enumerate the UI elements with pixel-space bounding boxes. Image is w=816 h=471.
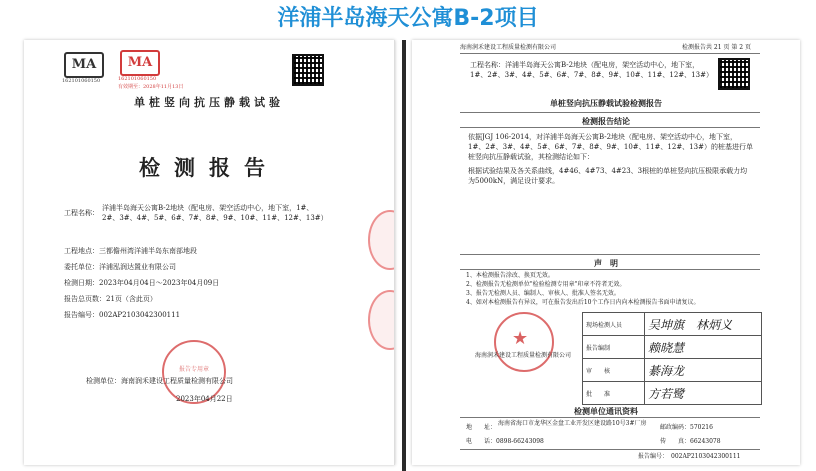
statement-item: 1、本检测报告涂改、换页无效。 [466, 272, 554, 279]
header-page: 检测报告共 21 页 第 2 页 [682, 44, 751, 51]
report-cover-page [24, 40, 395, 465]
signature-row [583, 313, 762, 336]
statement-item: 4、如对本检测报告有异议，可在报告发出后10个工作日内向本检测报告书面申请复议。 [466, 299, 700, 306]
test-date: 检测日期：2023年04月04日～2023年04月09日 [64, 279, 220, 287]
testing-org: 检测单位：海南润禾建设工程质量检测有限公司 [86, 377, 233, 385]
footer-report-number: 报告编号： 002AP2103042300111 [638, 453, 741, 460]
cma-code-black: 162101060150 [62, 78, 101, 84]
cma-code-red: 162101060150 [118, 76, 157, 82]
signature-role: 审 核 [583, 359, 645, 382]
statement-item: 3、报告无检测人员、编制人、审核人、批准人签名无效。 [466, 290, 620, 297]
statement-item: 2、检测报告无检测单位"检验检测专用章"印章不符者无效。 [466, 281, 626, 288]
page-count: 报告总页数：21页（含此页） [64, 295, 157, 303]
conclusion-basis: 依据JGJ 106-2014，对洋浦半岛海天公寓B-2地块（配电房、架空活动中心，地下室，1#、2#、3#、4#、5#、6#、7#、8#、9#、10#、11#、12#、13#）的桩基进行单桩竖向抗压静载试验，其检测结论如下： [468, 133, 753, 161]
page-divider [402, 40, 406, 471]
footer-rule [460, 449, 760, 450]
conclusion-result: 根据试验结果及各关系曲线，4#46、4#73、4#23、3根桩的单桩竖向抗压极限承载力均为5000kN，满足设计要求。 [468, 167, 748, 185]
statement-rule [460, 269, 760, 270]
contact-rule [460, 417, 760, 418]
report-conclusion-page [412, 40, 800, 465]
header-rule [460, 53, 760, 54]
project-label: 工程名称： [64, 209, 99, 217]
signature-org: 海南润禾建设工程质量检测有限公司 [474, 352, 571, 359]
statement-heading: 声 明 [594, 258, 618, 268]
address-label: 地 址： [466, 424, 497, 431]
signature-table [582, 312, 762, 405]
contact-heading: 检测单位通讯资料 [574, 406, 638, 416]
qr-code-icon [718, 58, 750, 90]
client: 委托单位：洋浦泓润达置业有限公司 [64, 263, 176, 271]
test-title: 单桩竖向抗压静载试验 [134, 96, 284, 109]
signature-row [583, 359, 762, 382]
report-number: 报告编号：002AP2103042300111 [64, 311, 181, 319]
header-org: 海南润禾建设工程质量检测有限公司 [460, 44, 557, 51]
report-title: 检测报告 [139, 155, 279, 180]
signature-role: 报告编制 [583, 336, 645, 359]
signature-row [583, 382, 762, 405]
conclusion-rule [460, 127, 760, 128]
seal-star-icon: ★ [512, 328, 529, 349]
postal-code: 邮政编码：570216 [660, 424, 713, 431]
seal-text: 报告专用章 [178, 366, 209, 373]
issue-date: 2023年04月22日 [176, 395, 233, 403]
statement-rule [460, 254, 760, 255]
signature-role: 批 准 [583, 382, 645, 405]
signature-row [583, 336, 762, 359]
conclusion-heading: 检测报告结论 [582, 116, 630, 126]
cma-logo-red: MA [120, 50, 160, 76]
signature-name: 吴坤旗 林炳义 [645, 313, 762, 336]
project-value: 洋浦半岛海天公寓B-2地块（配电房、架空活动中心，地下室，1#、2#、3#、4#、5#、6#、7#、8#、9#、10#、11#、12#、13#） [102, 204, 328, 222]
signature-name: 綦海龙 [645, 359, 762, 382]
cma-validity: 有效期至：2028年11月13日 [118, 84, 184, 90]
fax: 传 真：66243078 [660, 438, 721, 445]
edge-seal [368, 210, 395, 270]
section-title: 单桩竖向抗压静载试验检测报告 [550, 98, 662, 108]
signature-role: 现场检测人员 [583, 313, 645, 336]
project-name: 工程名称：洋浦半岛海天公寓B-2地块（配电房，架空活动中心，地下室，1#、2#、3#、4#、5#、6#、7#、8#、9#、10#、11#、12#、13#） [470, 61, 713, 79]
project-location: 工程地点：三都儋州湾洋浦半岛东南部地段 [64, 247, 197, 255]
qr-code-icon [292, 54, 324, 86]
section-rule [460, 112, 760, 113]
address-value: 海南省海口市龙华区金盘工业开发区建设路10号3#厂房 [498, 420, 647, 427]
edge-seal [368, 290, 395, 350]
cma-logo-black: MA [64, 52, 104, 78]
signature-name: 赖晓慧 [645, 336, 762, 359]
signature-name: 方若鹭 [645, 382, 762, 405]
phone: 电 话：0898-66243098 [466, 438, 544, 445]
banner-title: 洋浦半岛海天公寓B-2项目 [277, 6, 539, 31]
